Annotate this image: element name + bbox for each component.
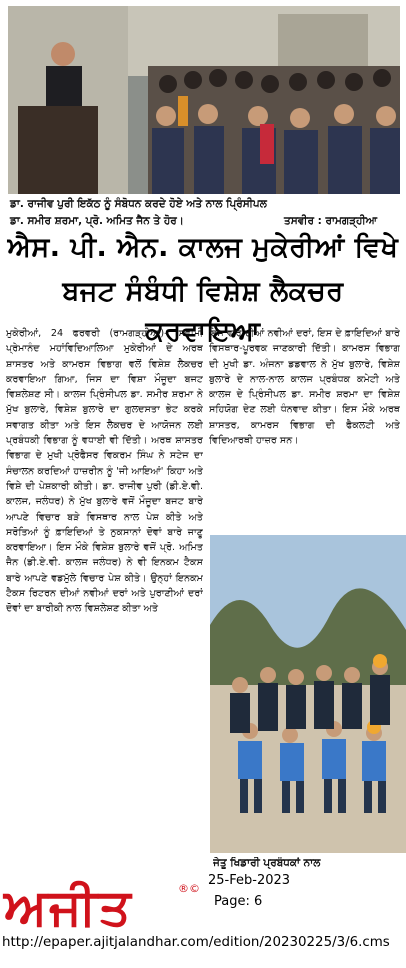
group-photo-caption: ਜੇਤੂ ਖਿਡਾਰੀ ਪ੍ਰਬੰਧਕਾਂ ਨਾਲ xyxy=(213,857,321,869)
source-url-link[interactable]: http://epaper.ajitjalandhar.com/edition/20230225/3/6.cms xyxy=(2,935,390,950)
lecture-hall-photo xyxy=(8,6,400,194)
page-number: Page: 6 xyxy=(214,894,263,909)
registered-mark: ®© xyxy=(178,882,200,895)
photo-caption-line2: ਡਾ. ਸਮੀਰ ਸ਼ਰਮਾ, ਪ੍ਰੋ. ਅਮਿਤ ਜੈਨ ਤੇ ਹੋਰ। xyxy=(10,215,184,227)
photo-credit: ਤਸਵੀਰ : ਰਾਮਗੜ੍ਹੀਆ xyxy=(284,215,378,227)
newspaper-logo: ਅਜੀਤ xyxy=(4,877,133,936)
headline-line1: ਐਸ. ਪੀ. ਐਨ. ਕਾਲਜ ਮੁਕੇਰੀਆਂ ਵਿਖੇ xyxy=(7,232,399,263)
article-column-1: ਮੁਕੇਰੀਆਂ, 24 ਫਰਵਰੀ (ਰਾਮਗੜ੍ਹੀਆ)– ਸਵਾਮੀ ਪ੍ਰੇਮਾਨੰਦ ਮਹਾਂਵਿਦਿਆਲਿਆ ਮੁਕੇਰੀਆਂ ਦੇ ਅਰਥ ਸ਼ਾਸਤਰ ਅਤੇ ਕਾਮਰਸ ਵਿਭਾਗ ਵਲੋਂ ਵਿਸ਼ੇਸ਼ ਲੈਕਚਰ ਕਰਵਾਇਆ ਗਿਆ, ਜਿਸ ਦਾ ਵਿਸ਼ਾ ਮੌਜੂਦਾ ਬਜਟ ਵਿਸ਼ਲੇਸ਼ਣ ਸੀ। ਕਾਲਜ ਪ੍ਰਿੰਸੀਪਲ ਡਾ. ਸਮੀਰ ਸ਼ਰਮਾ ਨੇ ਮੁੱਖ ਬੁਲਾਰੇ, ਵਿਸ਼ੇਸ਼ ਬੁਲਾਰੇ ਦਾ ਗੁਲਦਸਤਾ ਭੇਟ ਕਰਕੇ ਸਵਾਗਤ ਕੀਤਾ ਅਤੇ ਇਸ ਲੈਕਚਰ ਦੇ ਆਯੋਜਨ ਲਈ ਪ੍ਰਬੰਧਕੀ ਵਿਭਾਗ ਨੂੰ ਵਧਾਈ ਵੀ ਦਿੱਤੀ। ਅਰਥ ਸ਼ਾਸਤਰ ਵਿਭਾਗ ਦੇ ਮੁਖੀ ਪ੍ਰੋਫੈਸਰ ਵਿਕਰਮ ਸਿੰਘ ਨੇ ਸਟੇਜ ਦਾ ਸੰਚਾਲਨ ਕਰਦਿਆਂ ਹਾਜ਼ਰੀਨ ਨੂੰ 'ਜੀ ਆਇਆਂ' ਕਿਹਾ ਅਤੇ ਵਿਸ਼ੇ ਦੀ ਪੇਸ਼ਕਾਰੀ ਕੀਤੀ। ਡਾ. ਰਾਜੀਵ ਪੁਰੀ (ਡੀ.ਏ.ਵੀ. ਕਾਲਜ, ਜਲੰਧਰ) ਨੇ ਮੁੱਖ ਬੁਲਾਰੇ ਵਜੋਂ ਮੌਜੂਦਾ ਬਜਟ ਬਾਰੇ ਆਪਣੇ ਵਿਚਾਰ ਬੜੇ ਵਿਸਥਾਰ ਨਾਲ ਪੇਸ਼ ਕੀਤੇ ਅਤੇ ਸਰੋਤਿਆਂ ਨੂੰ ਫ਼ਾਇਦਿਆਂ ਤੇ ਨੁਕਸਾਨਾਂ ਦੋਵਾਂ ਬਾਰੇ ਜਾਣੂ ਕਰਵਾਇਆ। ਇਸ ਮੌਕੇ ਵਿਸ਼ੇਸ਼ ਬੁਲਾਰੇ ਵਜੋਂ ਪ੍ਰੋ. ਅਮਿਤ ਜੈਨ (ਡੀ.ਏ.ਵੀ. ਕਾਲਜ ਜਲੰਧਰ) ਨੇ ਵੀ ਇਨਕਮ ਟੈਕਸ ਬਾਰੇ ਆਪਣੇ ਵਡਮੁੱਲੇ ਵਿਚਾਰ ਪੇਸ਼ ਕੀਤੇ। ਉਨ੍ਹਾਂ ਇਨਕਮ ਟੈਕਸ ਰਿਟਰਨ ਦੀਆਂ ਨਵੀਆਂ ਦਰਾਂ ਅਤੇ ਪੁਰਾਣੀਆਂ ਦਰਾਂ ਦੋਵਾਂ ਦਾ ਬਾਰੀਕੀ ਨਾਲ ਵਿਸ਼ਲੇਸ਼ਣ ਕੀਤਾ ਅਤੇ xyxy=(6,328,203,615)
edition-date: 25-Feb-2023 xyxy=(208,873,291,888)
article-column-2: ਇਸ ਵਾਰ ਦੀਆਂ ਨਵੀਆਂ ਦਰਾਂ, ਇਸ ਦੇ ਫ਼ਾਇਦਿਆਂ ਬਾਰੇ ਵਿਸਥਾਰ-ਪੂਰਵਕ ਜਾਣਕਾਰੀ ਦਿੱਤੀ। ਕਾਮਰਸ ਵਿਭਾਗ ਦੀ ਮੁਖੀ ਡਾ. ਅੰਜਨਾ ਡਡਵਾਲ ਨੇ ਮੁੱਖ ਬੁਲਾਰੇ, ਵਿਸ਼ੇਸ਼ ਬੁਲਾਰੇ ਦੇ ਨਾਲ-ਨਾਲ ਕਾਲਜ ਪ੍ਰਬੰਧਕ ਕਮੇਟੀ ਅਤੇ ਕਾਲਜ ਦੇ ਪ੍ਰਿੰਸੀਪਲ ਡਾ. ਸਮੀਰ ਸ਼ਰਮਾ ਦਾ ਵਿਸ਼ੇਸ਼ ਸਹਿਯੋਗ ਦੇਣ ਲਈ ਧੰਨਵਾਦ ਕੀਤਾ। ਇਸ ਮੌਕੇ ਅਰਥ ਸ਼ਾਸਤਰ, ਕਾਮਰਸ ਵਿਭਾਗ ਦੀ ਫੈਕਲਟੀ ਅਤੇ ਵਿਦਿਆਰਥੀ ਹਾਜ਼ਰ ਸਨ। xyxy=(209,328,400,447)
group-photo xyxy=(210,535,406,853)
photo-caption-line1: ਡਾ. ਰਾਜੀਵ ਪੁਰੀ ਇਕੱਠ ਨੂੰ ਸੰਬੋਧਨ ਕਰਦੇ ਹੋਏ ਅਤੇ ਨਾਲ ਪ੍ਰਿੰਸੀਪਲ xyxy=(10,198,267,210)
headline-line2: ਬਜਟ ਸੰਬੰਧੀ ਵਿਸ਼ੇਸ਼ ਲੈਕਚਰ ਕਰਵਾਇਆ xyxy=(62,276,344,347)
